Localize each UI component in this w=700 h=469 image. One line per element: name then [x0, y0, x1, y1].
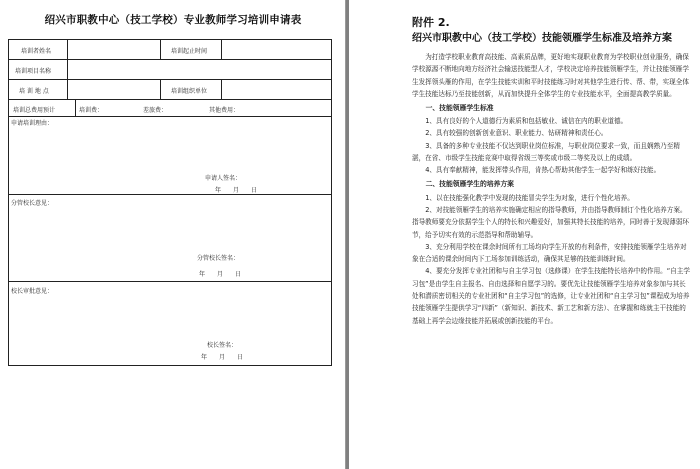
- standard-item: 3、具备的多种专业技能不仅达到职业岗位标准，与职业岗位要求一致，而且娴熟乃至精湛，在省、市级学生技能竞赛中取得省级三等奖或市级二等奖及以上的成绩。: [412, 141, 680, 163]
- form-page: [0, 0, 346, 469]
- project-name-label: 培训项目名称: [15, 68, 52, 75]
- form-row-location: [9, 80, 331, 100]
- form-row-principal-opinion: [9, 282, 331, 365]
- plan-item: 4、要充分发挥专业社团和与自主学习包（选修课）在学生技能特长培养中的作用。“自主学习包”是由学生自主报名、自由选择和自愿学习的。要优先让技能领雁学生培养对象参加与其长处和潜质密切相关的专业社团和“自主学习包”的选修，让专业社团和“自主学习包”课程成为培养技能领雁学生提供学习“四新”（新知识、新技术、新工艺和新方法）、在掌握和练就主干技能的基础上再学会边缘技能并拓展或创新技能的平台。: [412, 267, 690, 325]
- training-fee-label: 培训费：: [79, 107, 104, 114]
- form-title: 绍兴市职教中心（技工学校）专业教师学习培训申请表: [44, 14, 302, 26]
- organizer-label: 培训组织单位: [171, 88, 208, 95]
- intro-paragraph: 为打造学校职业教育高技能、高素质品牌，更好地实现职业教育为学校职业创业服务，确保学校源源不断地向地方经济社会输送技能型人才，学校决定培养技能领雁学生，并让技能领雁学生发挥领头雁的作用，在学生技能实训和平时技能练习时对其他学生进行传、帮、带，实现全体学生技能达标乃至技能创新，从而加快提升全体学生的专业技能水平，全面提高教学质量。: [412, 53, 689, 98]
- form-row-reason: [9, 117, 331, 195]
- section-heading-plan: 二、技能领雁学生的培养方案: [425, 180, 514, 189]
- form-row-dept-opinion: [9, 195, 331, 282]
- standard-item: 2、具有较强的创新创业意识、职业能力、钻研精神和责任心。: [425, 129, 608, 138]
- form-row-name-date: [9, 40, 331, 60]
- principal-opinion-label: 校长审批意见：: [11, 288, 54, 295]
- plan-item: 2、对技能领雁学生的培养实施确定相应的指导教师，并由指导教师制订个性化培养方案。指导教师要充分依据学生个人的特长和兴趣爱好，加强其特长技能的培养，同时善于发现薄弱环节，给予切实有效的示范指导和帮助辅导。: [412, 205, 689, 239]
- applicant-sign-label: 申请人签名：: [205, 175, 242, 182]
- dept-opinion-label: 分管校长意见：: [11, 200, 54, 207]
- location-label: 培 训 地 点: [19, 88, 49, 95]
- document-page: [349, 0, 700, 469]
- start-date-label: 培训起止时间: [171, 48, 208, 55]
- dept-sign-label: 分管校长签名：: [197, 255, 240, 262]
- plan-item: 1、以在技能强化教学中发现的技能冒尖学生为对象，进行个性化培养。: [425, 193, 634, 202]
- other-fee-label: 其他费用：: [209, 107, 240, 114]
- document-title: 绍兴市职教中心（技工学校）技能领雁学生标准及培养方案: [412, 33, 672, 44]
- applicant-date: 年 月 日: [215, 187, 258, 194]
- form-row-budget: [9, 100, 331, 117]
- attachment-label: 附件 2.: [412, 16, 450, 29]
- principal-date: 年 月 日: [201, 354, 244, 361]
- budget-label: 培训总费用预计: [13, 107, 56, 114]
- principal-sign-label: 校长签名：: [207, 342, 238, 349]
- application-form-table: [8, 39, 332, 366]
- reason-label: 申请培训理由：: [11, 120, 54, 127]
- standard-item: 4、具有奉献精神，能发挥带头作用，肯热心帮助其他学生一起学好和练好技能。: [425, 166, 661, 175]
- section-heading-standards: 一、技能领雁学生标准: [425, 103, 494, 112]
- applicant-name-label: 培训者姓名: [21, 48, 52, 55]
- travel-fee-label: 差旅费：: [143, 107, 168, 114]
- document-body: [412, 51, 692, 327]
- dept-date: 年 月 日: [199, 271, 242, 278]
- standard-item: 1、具有良好的个人道德行为素质和包括敏业、诚信在内的职业道德。: [425, 117, 628, 126]
- form-row-project: [9, 60, 331, 80]
- plan-item: 3、充分利用学校在课余时间所有工场均向学生开放的有利条件，安排技能领雁学生培养对象在合适的课余时间内下工场参加训练活动，确保其足够的技能训练时间。: [412, 242, 687, 264]
